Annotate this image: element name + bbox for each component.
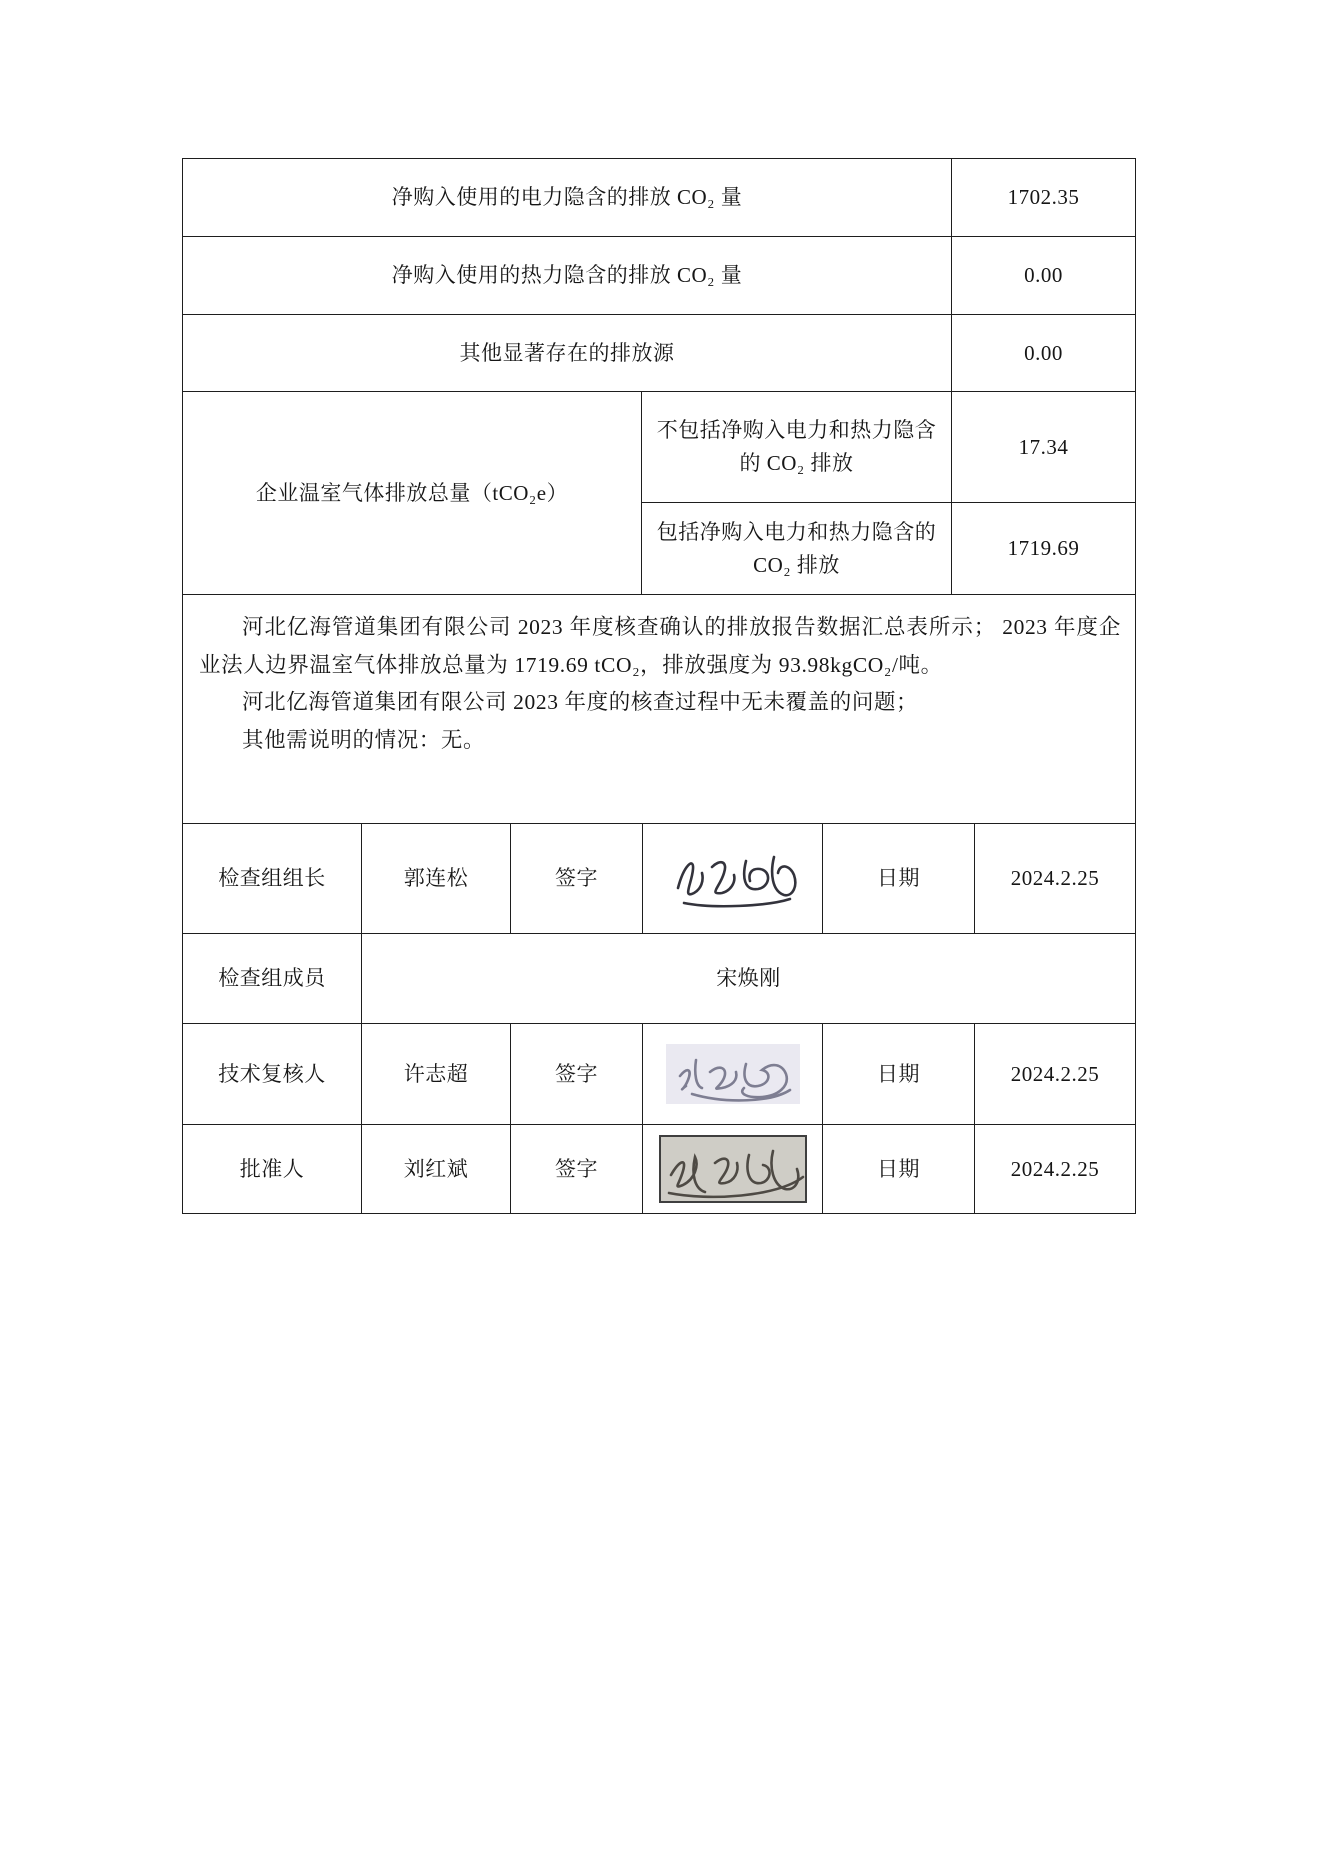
table-row-approver bbox=[183, 1125, 1136, 1214]
summary-paragraph-3: 其他需说明的情况：无。 bbox=[242, 727, 486, 752]
emission-row-label-other: 其他显著存在的排放源 bbox=[183, 315, 952, 392]
emission-row-label-electricity: 净购入使用的电力隐含的排放 CO₂ 量 bbox=[183, 159, 952, 237]
summary-paragraph-1: 河北亿海管道集团有限公司 2023 年度核查确认的排放报告数据汇总表所示； 2023 年度企业法人边界温室气体排放总量为 1719.69 tCO₂，排放强度为 93.98kgCO₂/吨。 bbox=[199, 615, 1121, 677]
signature-image-guoliansong bbox=[660, 843, 806, 915]
table-row bbox=[183, 595, 1136, 824]
table-row bbox=[183, 315, 1136, 392]
signoff-name-approver: 刘红斌 bbox=[362, 1125, 511, 1214]
signature-image-liuhongbin bbox=[659, 1135, 807, 1203]
sign-label: 签字 bbox=[511, 1024, 643, 1125]
emission-row-value-other: 0.00 bbox=[952, 315, 1136, 392]
signoff-table bbox=[182, 823, 1136, 1214]
table-row bbox=[183, 159, 1136, 237]
table-row-members bbox=[183, 934, 1136, 1024]
verification-report-table bbox=[182, 158, 1135, 1214]
date-label-leader: 日期 bbox=[823, 824, 975, 934]
signoff-name-leader: 郭连松 bbox=[362, 824, 511, 934]
emission-row-label-heat: 净购入使用的热力隐含的排放 CO₂ 量 bbox=[183, 237, 952, 315]
table-row bbox=[183, 392, 1136, 503]
date-value-leader: 2024.2.25 bbox=[975, 824, 1136, 934]
sign-label: 签字 bbox=[511, 824, 643, 934]
sign-label: 签字 bbox=[511, 1125, 643, 1214]
signoff-member-name: 宋焕刚 bbox=[362, 934, 1136, 1024]
signature-cell-approver bbox=[643, 1125, 823, 1214]
signature-cell-reviewer bbox=[643, 1024, 823, 1125]
table-row-reviewer bbox=[183, 1024, 1136, 1125]
signature-image-xuzhichao bbox=[666, 1042, 800, 1106]
summary-paragraph-2: 河北亿海管道集团有限公司 2023 年度的核查过程中无未覆盖的问题； bbox=[242, 690, 919, 715]
total-including-label: 包括净购入电力和热力隐含的 CO₂ 排放 bbox=[642, 503, 952, 595]
date-value-reviewer: 2024.2.25 bbox=[975, 1024, 1136, 1125]
date-value-approver: 2024.2.25 bbox=[975, 1125, 1136, 1214]
signoff-name-reviewer: 许志超 bbox=[362, 1024, 511, 1125]
emission-row-value-electricity: 1702.35 bbox=[952, 159, 1136, 237]
verification-conclusion-cell bbox=[183, 595, 1136, 824]
table-row-leader bbox=[183, 824, 1136, 934]
signoff-role-reviewer: 技术复核人 bbox=[183, 1024, 362, 1125]
signoff-role-approver: 批准人 bbox=[183, 1125, 362, 1214]
signoff-role-leader: 检查组组长 bbox=[183, 824, 362, 934]
table-row bbox=[183, 237, 1136, 315]
date-label-reviewer: 日期 bbox=[823, 1024, 975, 1125]
emission-summary-table bbox=[182, 158, 1136, 824]
total-emission-label: 企业温室气体排放总量（tCO₂e） bbox=[183, 392, 642, 595]
total-including-value: 1719.69 bbox=[952, 503, 1136, 595]
signoff-role-members: 检查组成员 bbox=[183, 934, 362, 1024]
total-excluding-label: 不包括净购入电力和热力隐含的 CO₂ 排放 bbox=[642, 392, 952, 503]
date-label-approver: 日期 bbox=[823, 1125, 975, 1214]
signature-cell-leader bbox=[643, 824, 823, 934]
emission-row-value-heat: 0.00 bbox=[952, 237, 1136, 315]
total-excluding-value: 17.34 bbox=[952, 392, 1136, 503]
